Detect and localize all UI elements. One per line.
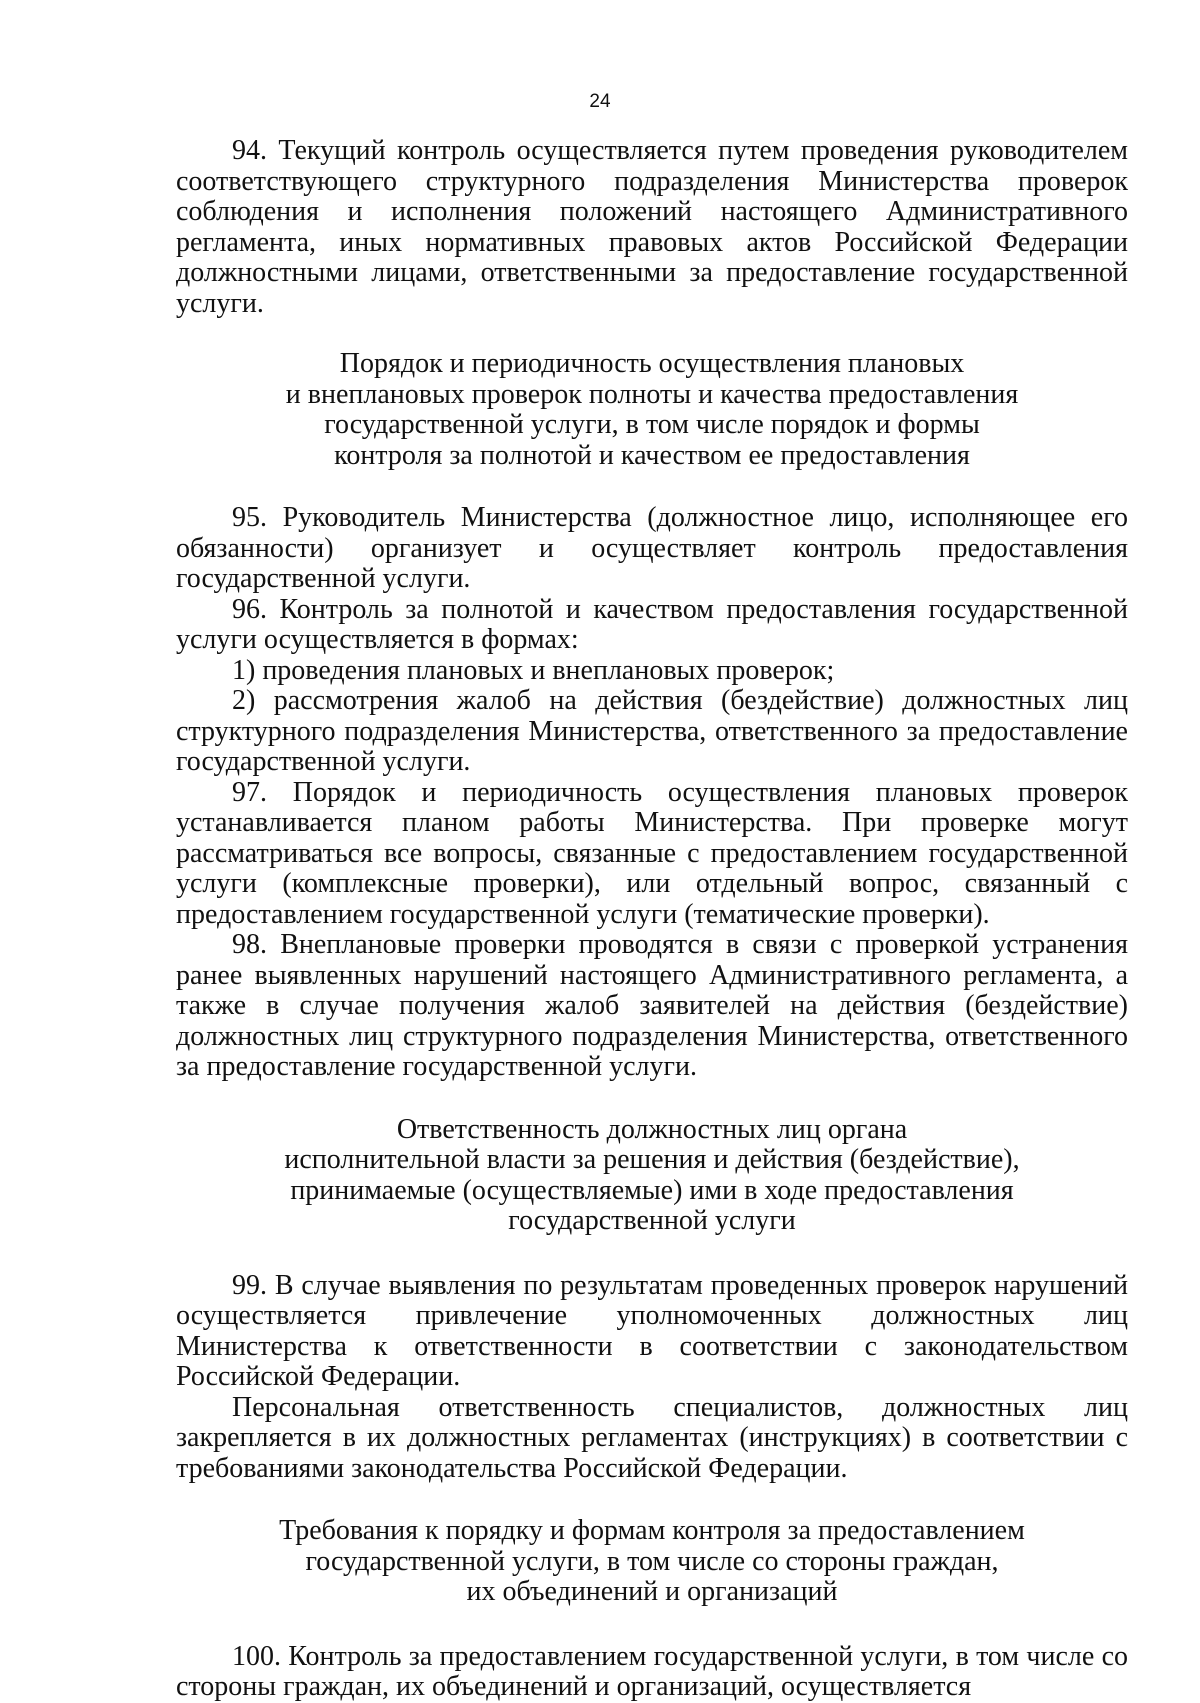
- paragraph-95: 95. Руководитель Министерства (должностное лицо, исполняющее его обязанности) организует и осуществляет контроль предоставления государственной услуги.: [176, 502, 1128, 594]
- heading-line: и внеплановых проверок полноты и качества предоставления: [285, 378, 1019, 410]
- heading-line: государственной услуги, в том числе со стороны граждан,: [305, 1545, 999, 1577]
- heading-line: принимаемые (осуществляемые) ими в ходе предоставления: [290, 1174, 1014, 1206]
- heading-line: государственной услуги: [508, 1205, 796, 1236]
- paragraph-96-item-2: 2) рассмотрения жалоб на действия (бездействие) должностных лиц структурного подразделения Министерства, ответственного за предоставление государственной услуги.: [176, 685, 1128, 777]
- section-heading-inspections: [262, 349, 1042, 471]
- heading-line: Требования к порядку и формам контроля за предоставлением: [279, 1515, 1025, 1546]
- paragraph-98: 98. Внеплановые проверки проводятся в связи с проверкой устранения ранее выявленных нарушений настоящего Административного регламента, а также в случае получения жалоб заявителей на действия (бездействие) должностных лиц структурного подразделения Министерства, ответственного за предоставление государственной услуги.: [176, 929, 1128, 1082]
- paragraph-96-item-1: 1) проведения плановых и внеплановых проверок;: [232, 654, 835, 686]
- paragraph-97: 97. Порядок и периодичность осуществления плановых проверок устанавливается планом работы Министерства. При проверке могут рассматриваться все вопросы, связанные с предоставлением государственной услуги (комплексные проверки), или отдельный вопрос, связанный с предоставлением государственной услуги (тематические проверки).: [176, 776, 1128, 930]
- paragraph-99-personal-responsibility: Персональная ответственность специалистов, должностных лиц закрепляется в их должностных регламентах (инструкциях) в соответствии с требованиями законодательства Российской Федерации.: [176, 1391, 1128, 1484]
- page-number: 24: [589, 91, 611, 112]
- heading-line: исполнительной власти за решения и действия (бездействие),: [284, 1144, 1020, 1175]
- paragraph-100: 100. Контроль за предоставлением государственной услуги, в том числе со стороны граждан, их объединений и организаций, осуществляется: [176, 1640, 1128, 1702]
- paragraph-94: 94. Текущий контроль осуществляется путем проведения руководителем соответствующего структурного подразделения Министерства проверок соблюдения и исполнения положений настоящего Административного регламента, иных нормативных правовых актов Российской Федерации должностными лицами, ответственными за предоставление государственной услуги.: [176, 135, 1128, 319]
- section-heading-responsibility: [262, 1115, 1042, 1237]
- heading-line: контроля за полнотой и качеством ее предоставления: [334, 439, 970, 471]
- document-body: [176, 136, 1128, 1703]
- section-heading-control-requirements: [262, 1516, 1042, 1608]
- paragraph-96: 96. Контроль за полнотой и качеством предоставления государственной услуги осуществляется в формах:: [176, 593, 1128, 655]
- heading-line: Ответственность должностных лиц органа: [396, 1113, 908, 1145]
- heading-line: государственной услуги, в том числе порядок и формы: [324, 409, 980, 440]
- heading-line: Порядок и периодичность осуществления плановых: [339, 348, 965, 379]
- heading-line: их объединений и организаций: [466, 1576, 838, 1607]
- paragraph-99: 99. В случае выявления по результатам проведенных проверок нарушений осуществляется привлечение уполномоченных должностных лиц Министерства к ответственности в соответствии с законодательством Российской Федерации.: [176, 1269, 1128, 1392]
